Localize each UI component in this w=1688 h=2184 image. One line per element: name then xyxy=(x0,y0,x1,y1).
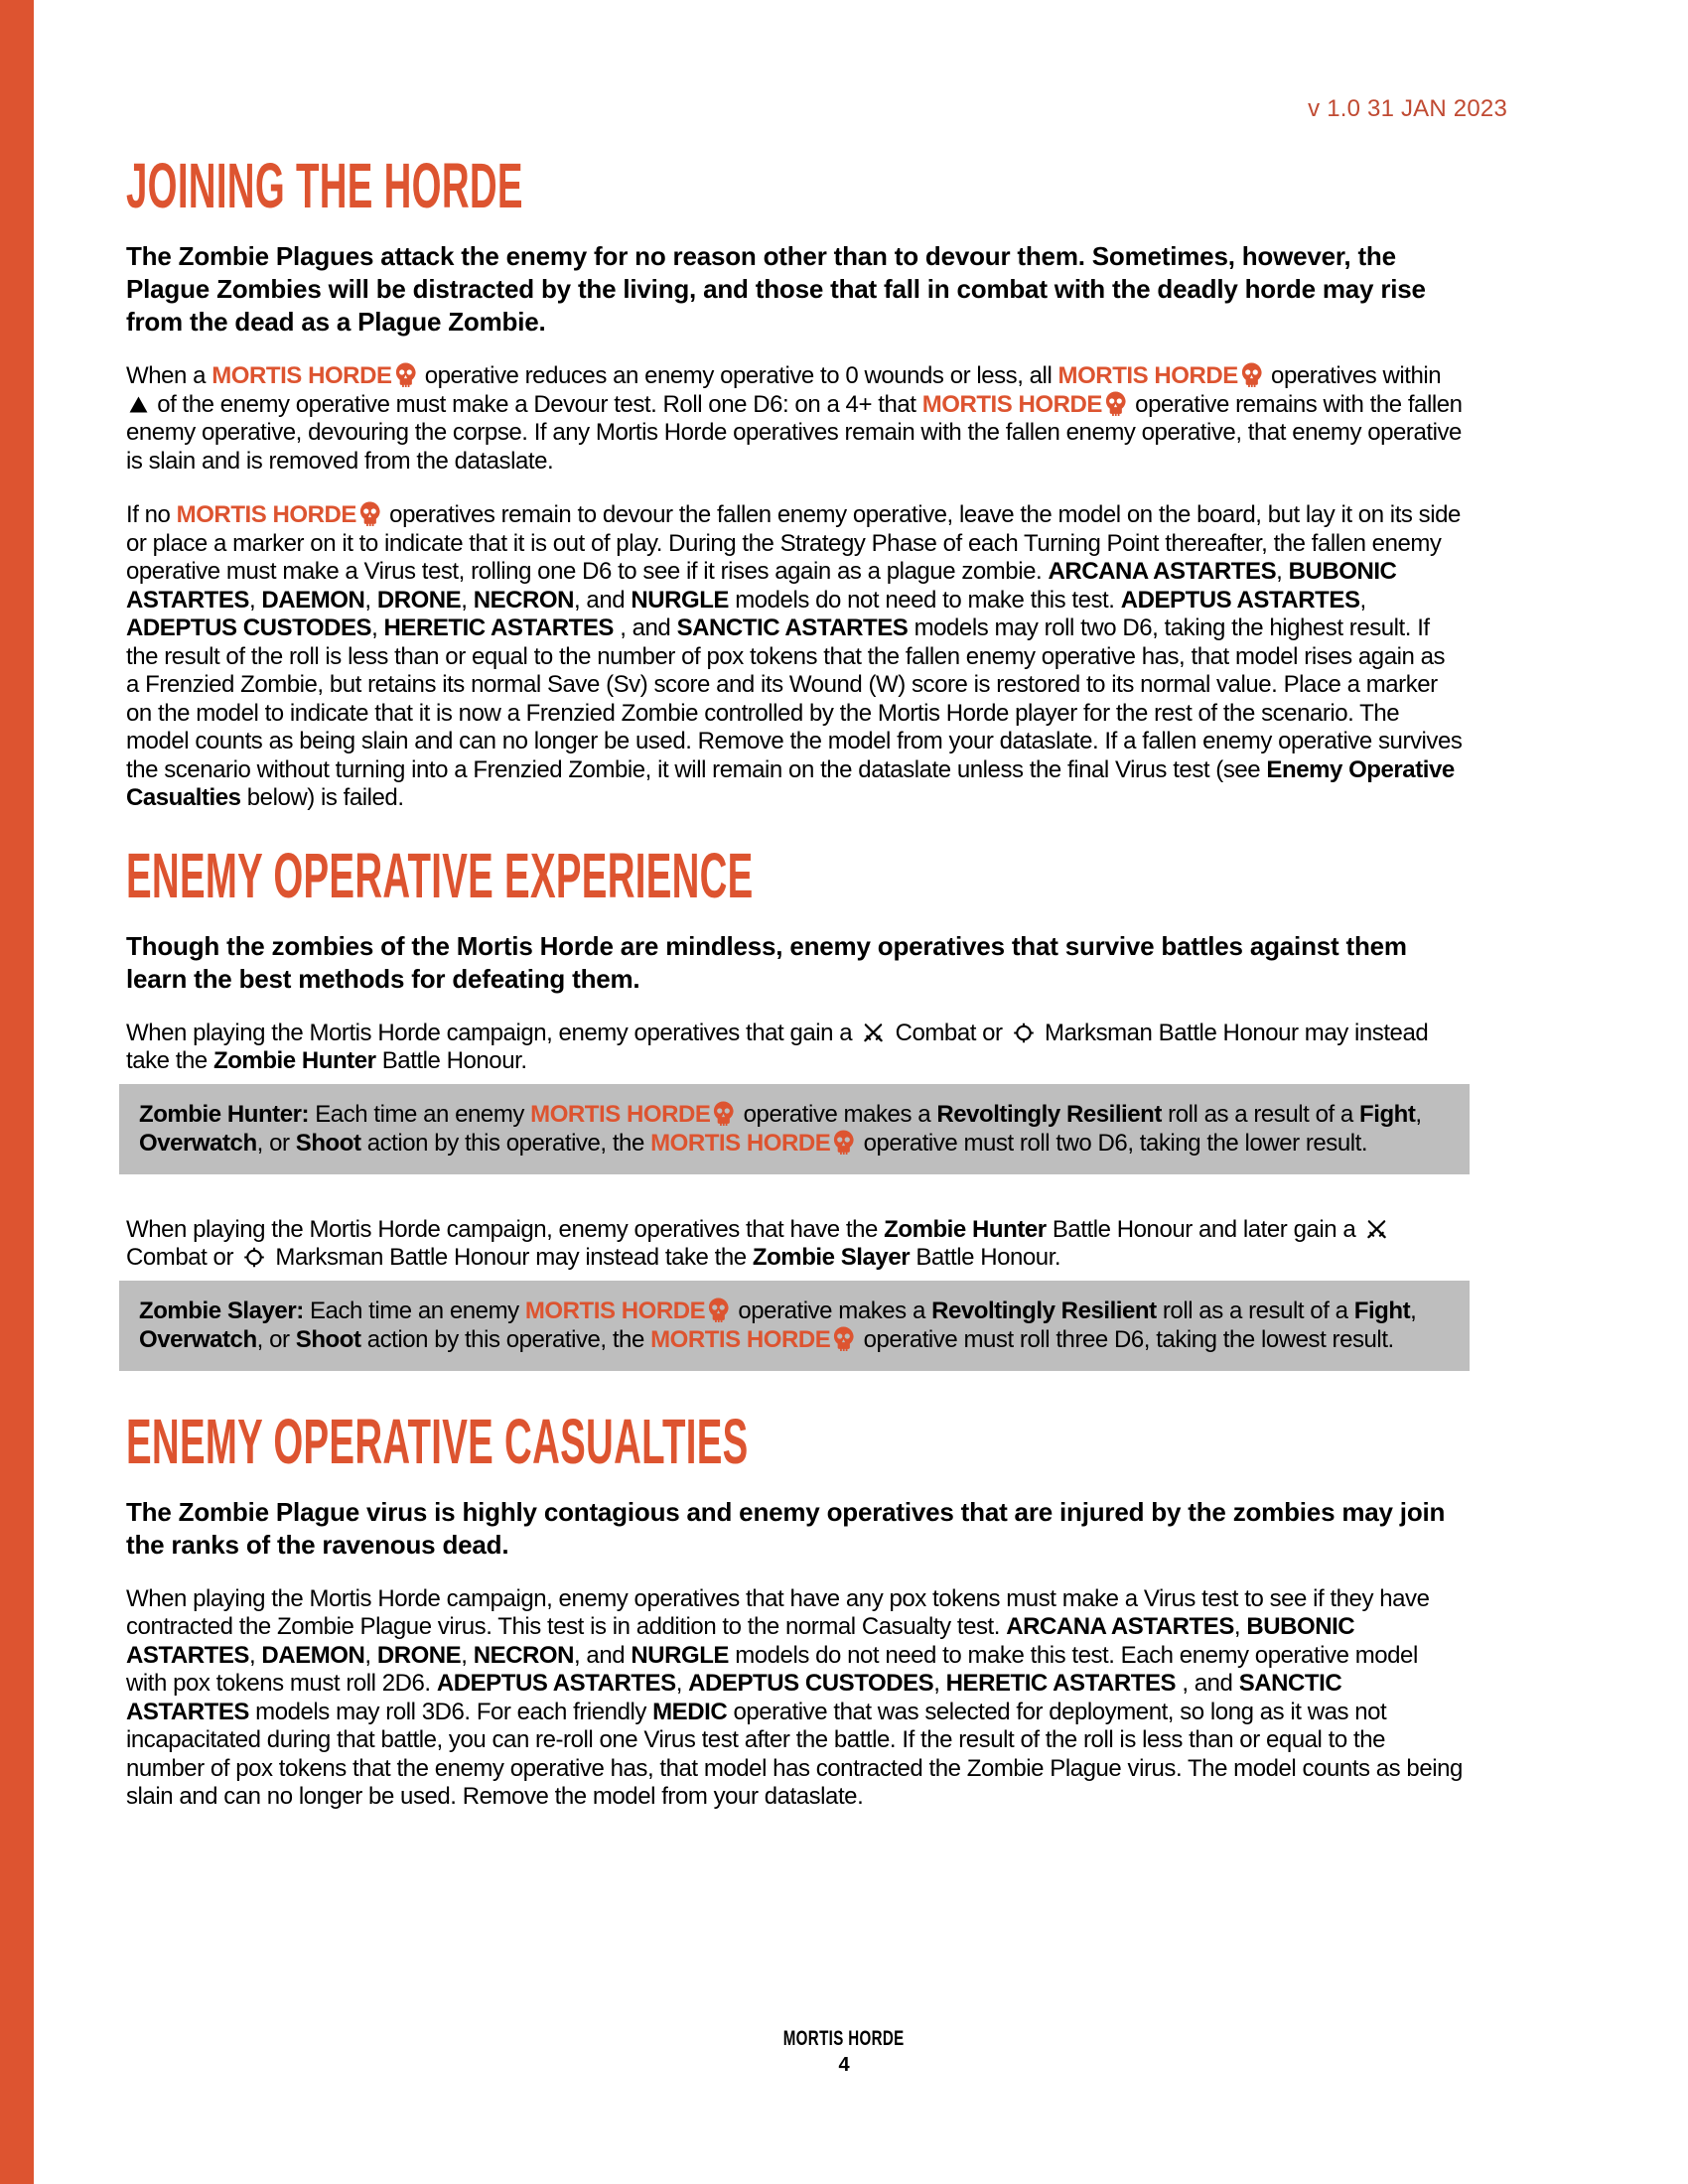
text-run: Overwatch xyxy=(139,1326,257,1353)
text-run: NECRON xyxy=(473,586,574,614)
text-run: Battle Honour. xyxy=(910,1244,1061,1271)
text-run: Revoltingly Resilient xyxy=(936,1100,1162,1128)
text-run: Each time an enemy xyxy=(303,1297,525,1324)
text-run: , xyxy=(364,586,377,614)
text-run: , xyxy=(1233,1613,1247,1640)
text-run: Revoltingly Resilient xyxy=(931,1297,1157,1324)
text-run: , xyxy=(461,586,474,614)
text-run: roll as a result of a xyxy=(1161,1100,1360,1128)
faction-keyword: MORTIS HORDE xyxy=(211,362,392,389)
text-run: Marksman Battle Honour may instead take the xyxy=(126,1019,1429,1074)
text-run: action by this operative, the xyxy=(360,1326,651,1353)
text-run: The Zombie Plagues attack the enemy for no reason other than to devour them. Sometimes, however, the Plague Zombies will be distracted by the living, and those that fall in combat with the deadly horde may rise from the dead as a Plague Zombie. xyxy=(126,241,1426,337)
faction-keyword: MORTIS HORDE xyxy=(176,501,356,528)
text-run: , xyxy=(248,1641,262,1669)
zombie-skull-icon xyxy=(1241,362,1262,387)
paragraph xyxy=(126,1216,1463,1273)
text-run: DRONE xyxy=(376,586,462,614)
text-run: operatives remain to devour the fallen enemy operative, leave the model on the board, but lay it on its side or place a marker on it to indicate that it is out of play. During the Strategy Phase of each Turning Point thereafter, the fallen enemy operative must make a Virus test, rolling one D6 to see if it rises again as a plague zombie. xyxy=(126,501,1461,585)
section-heading-text: ENEMY OPERATIVE EXPERIENCE xyxy=(126,839,754,911)
version-label: v 1.0 31 JAN 2023 xyxy=(1308,95,1507,122)
crossed-swords-combat-icon xyxy=(861,1022,886,1044)
text-run: Zombie Hunter xyxy=(884,1215,1047,1243)
document-content xyxy=(126,150,1463,1838)
distance-triangle-icon xyxy=(129,396,148,413)
text-run: , xyxy=(371,614,384,641)
text-run: Though the zombies of the Mortis Horde are mindless, enemy operatives that survive battles against them learn the best methods for defeating them. xyxy=(126,930,1407,994)
paragraph xyxy=(126,501,1463,813)
faction-keyword: MORTIS HORDE xyxy=(524,1297,706,1324)
text-run: Fight xyxy=(1353,1297,1411,1324)
faction-keyword: MORTIS HORDE xyxy=(921,390,1102,418)
text-run: MEDIC xyxy=(652,1698,728,1725)
zombie-skull-icon xyxy=(833,1130,854,1155)
section-heading-enemy-operative-experience xyxy=(126,839,1463,911)
text-run: , and xyxy=(1176,1670,1239,1697)
text-run: NURGLE xyxy=(631,1641,729,1669)
text-run: , xyxy=(1410,1297,1417,1324)
text-run: DAEMON xyxy=(261,586,365,614)
text-run: ADEPTUS CUSTODES xyxy=(126,614,372,641)
text-run: action by this operative, the xyxy=(360,1130,651,1157)
text-run: When playing the Mortis Horde campaign, enemy operatives that have the xyxy=(126,1215,885,1243)
text-run: NECRON xyxy=(473,1641,574,1669)
text-run: operative reduces an enemy operative to 0 wounds or less, all xyxy=(418,362,1058,389)
paragraph xyxy=(126,1585,1463,1812)
section-heading-joining-the-horde xyxy=(126,150,1463,221)
text-run: Fight xyxy=(1359,1100,1416,1128)
text-run: Zombie Hunter: xyxy=(139,1100,310,1128)
text-run: ADEPTUS ASTARTES xyxy=(1120,586,1360,614)
text-run: , xyxy=(364,1641,377,1669)
text-run: When playing the Mortis Horde campaign, enemy operatives that have any pox tokens must make a Virus test to see if they have contracted the Zombie Plague virus. This test is in addition to the normal Casualty test. xyxy=(126,1584,1430,1640)
faction-keyword: MORTIS HORDE xyxy=(650,1130,831,1157)
faction-keyword: MORTIS HORDE xyxy=(650,1326,831,1353)
zombie-skull-icon xyxy=(395,362,416,387)
text-run: , xyxy=(461,1641,474,1669)
text-run: Shoot xyxy=(295,1130,361,1157)
text-run: operative makes a xyxy=(732,1297,932,1324)
text-run: below) is failed. xyxy=(240,784,404,811)
zombie-skull-icon xyxy=(1105,391,1126,416)
section-lead xyxy=(126,240,1463,339)
paragraph xyxy=(126,362,1463,476)
section-heading-enemy-operative-casualties xyxy=(126,1405,1463,1477)
text-run: operative that was selected for deployment, so long as it was not incapacitated during that battle, you can re-roll one Virus test after the battle. If the result of the roll is less than or equal to the number of pox tokens that the enemy operative has, that model has contracted the Zombie Plague virus. The model counts as being slain and can no longer be used. Remove the model from your dataslate. xyxy=(126,1698,1463,1810)
faction-keyword: MORTIS HORDE xyxy=(530,1100,711,1128)
footer-title: MORTIS HORDE xyxy=(783,2027,905,2050)
text-run: BUBONIC ASTARTES xyxy=(126,1613,1355,1669)
text-run: Each time an enemy xyxy=(309,1100,531,1128)
text-run: DRONE xyxy=(376,1641,462,1669)
text-run: SANCTIC ASTARTES xyxy=(676,614,909,641)
text-run: SANCTIC ASTARTES xyxy=(126,1670,1342,1725)
text-run: , xyxy=(675,1670,689,1697)
text-run: models do not need to make this test. Each enemy operative model with pox tokens must roll 2D6. xyxy=(126,1641,1418,1697)
text-run: , or xyxy=(256,1326,296,1353)
text-run: , and xyxy=(574,1641,632,1669)
zombie-slayer-rule-box xyxy=(119,1281,1470,1371)
text-run: , and xyxy=(574,586,632,614)
zombie-skull-icon xyxy=(833,1326,854,1351)
text-run: DAEMON xyxy=(261,1641,365,1669)
text-run: Shoot xyxy=(295,1326,361,1353)
crosshair-marksman-icon xyxy=(242,1246,266,1269)
section-lead xyxy=(126,1496,1463,1562)
text-run: operatives within xyxy=(1264,362,1442,389)
text-run: HERETIC ASTARTES xyxy=(383,614,614,641)
faction-keyword: MORTIS HORDE xyxy=(1057,362,1238,389)
text-run: models may roll 3D6. For each friendly xyxy=(248,1698,653,1725)
zombie-hunter-rule-box xyxy=(119,1084,1470,1174)
section-heading-text: JOINING THE HORDE xyxy=(126,150,523,221)
left-accent-bar xyxy=(0,0,34,2184)
text-run: Marksman Battle Honour may instead take the xyxy=(269,1244,753,1271)
text-run: Zombie Slayer: xyxy=(139,1297,304,1324)
text-run: of the enemy operative must make a Devour test. Roll one D6: on a 4+ that xyxy=(151,390,922,418)
text-run: operative must roll three D6, taking the lowest result. xyxy=(857,1326,1394,1353)
text-run: models may roll two D6, taking the highest result. If the result of the roll is less than or equal to the number of pox tokens that the fallen enemy operative has, that model rises again as a Frenzied Zombie, but retains its normal Save (Sv) score and its Wound (W) score is restored to its normal value. Place a marker on the model to indicate that it is now a Frenzied Zombie controlled by the Mortis Horde player for the rest of the scenario. The model counts as being slain and can no longer be used. Remove the model from your dataslate. If a fallen enemy operative survives the scenario without turning into a Frenzied Zombie, it will remain on the dataslate unless the final Virus test (see xyxy=(126,614,1463,783)
text-run: Battle Honour and later gain a xyxy=(1046,1215,1362,1243)
text-run: , and xyxy=(613,614,677,641)
text-run: Combat or xyxy=(889,1019,1009,1046)
crossed-swords-combat-icon xyxy=(1364,1218,1389,1241)
text-run: Battle Honour. xyxy=(375,1047,527,1074)
text-run: roll as a result of a xyxy=(1156,1297,1354,1324)
text-run: ADEPTUS ASTARTES xyxy=(436,1670,676,1697)
text-run: , xyxy=(1359,586,1366,614)
text-run: If no xyxy=(126,501,177,528)
text-run: BUBONIC ASTARTES xyxy=(126,558,1397,614)
text-run: models do not need to make this test. xyxy=(729,586,1121,614)
text-run: , xyxy=(248,586,262,614)
text-run: , xyxy=(1415,1100,1422,1128)
zombie-skull-icon xyxy=(708,1297,729,1322)
text-run: Combat or xyxy=(126,1244,240,1271)
crosshair-marksman-icon xyxy=(1012,1022,1036,1044)
text-run: HERETIC ASTARTES xyxy=(945,1670,1177,1697)
text-run: ARCANA ASTARTES xyxy=(1048,558,1277,585)
section-heading-text: ENEMY OPERATIVE CASUALTIES xyxy=(126,1405,749,1477)
text-run: , xyxy=(1276,558,1289,585)
zombie-skull-icon xyxy=(359,501,380,526)
paragraph xyxy=(126,1020,1463,1076)
text-run: Zombie Hunter xyxy=(213,1047,376,1074)
text-run: When playing the Mortis Horde campaign, enemy operatives that gain a xyxy=(126,1019,859,1046)
section-lead xyxy=(126,930,1463,996)
text-run: Overwatch xyxy=(139,1130,257,1157)
text-run: , xyxy=(933,1670,946,1697)
text-run: NURGLE xyxy=(631,586,729,614)
text-run: When a xyxy=(126,362,212,389)
footer-page-number: 4 xyxy=(838,2054,850,2076)
text-run: operative must roll two D6, taking the lower result. xyxy=(857,1130,1368,1157)
text-run: ARCANA ASTARTES xyxy=(1006,1613,1234,1640)
text-run: operative makes a xyxy=(737,1100,937,1128)
text-run: Enemy Operative Casualties xyxy=(126,755,1455,811)
text-run: operative remains with the fallen enemy operative, devouring the corpse. If any Mortis Horde operatives remain with the fallen enemy operative, that enemy operative is slain and is removed from the dataslate. xyxy=(126,390,1463,475)
text-run: , or xyxy=(256,1130,296,1157)
page-footer xyxy=(0,2027,1688,2077)
text-run: ADEPTUS CUSTODES xyxy=(688,1670,934,1697)
text-run: Zombie Slayer xyxy=(752,1244,911,1271)
text-run: The Zombie Plague virus is highly contagious and enemy operatives that are injured by the zombies may join the ranks of the ravenous dead. xyxy=(126,1496,1446,1560)
zombie-skull-icon xyxy=(713,1101,734,1126)
